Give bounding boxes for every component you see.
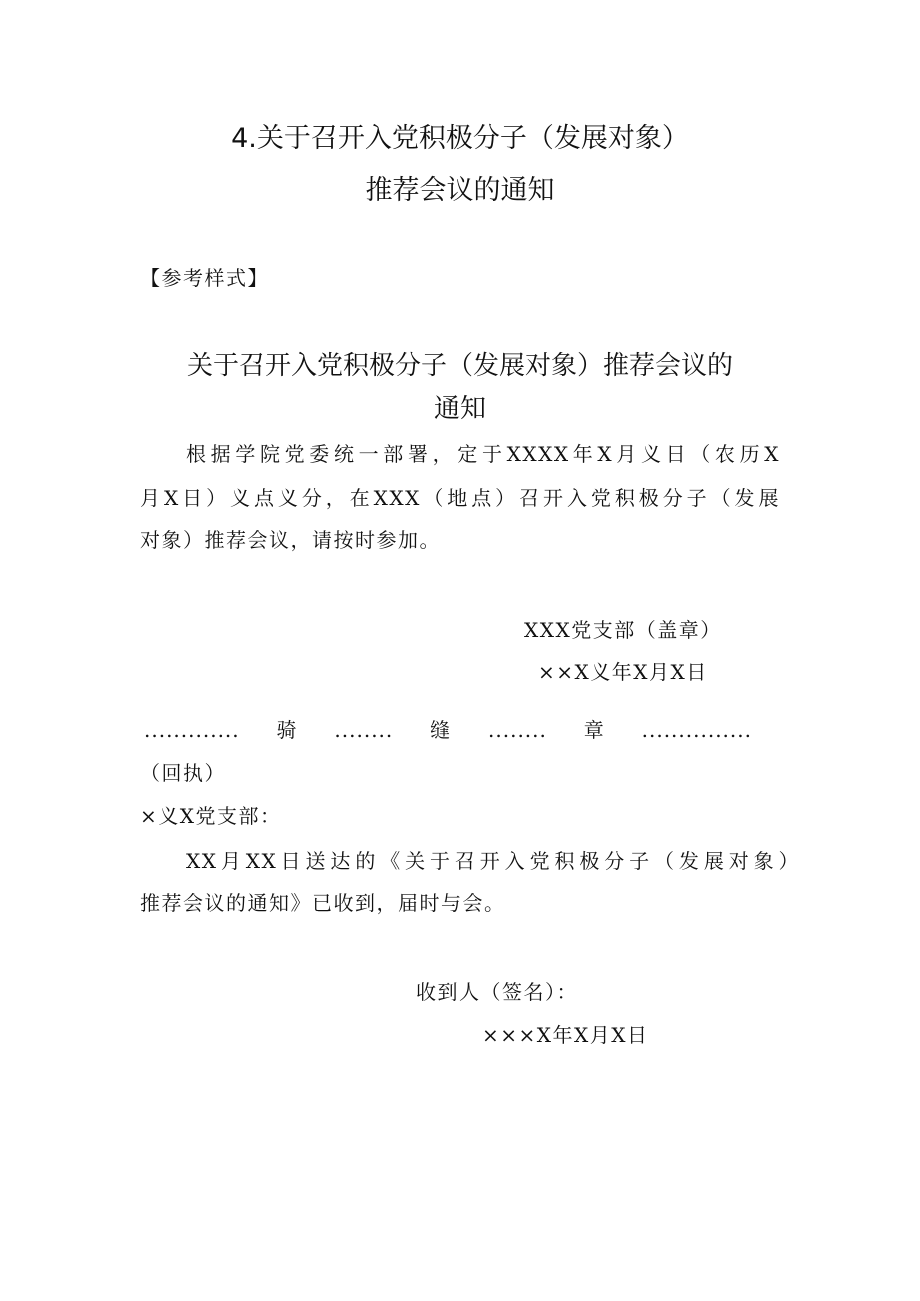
receipt-body-line-2: 推荐会议的通知》已收到，届时与会。: [140, 891, 506, 915]
seal-line: .............骑........缝........章...............: [144, 718, 752, 742]
signature-organization: XXX党支部（盖章）: [524, 618, 722, 642]
notice-title-line-2: 通知: [433, 394, 486, 424]
notice-body-line-3: 对象）推荐会议，请按时参加。: [140, 528, 441, 552]
notice-title-line-1: 关于召开入党积极分子（发展对象）推荐会议的: [186, 351, 733, 381]
receipt-addressee: ×义X党支部：: [140, 804, 282, 828]
reference-label: 【参考样式】: [140, 266, 269, 290]
signature-date: ××X义年X月X日: [538, 660, 708, 684]
receipt-label: （回执）: [140, 761, 226, 785]
receipt-date: ×××X年X月X日: [482, 1023, 649, 1047]
notice-body-line-1: 根据学院党委统一部署，定于XXXX年X月义日（农历X: [186, 442, 780, 466]
doc-title-line-2: 推荐会议的通知: [365, 175, 555, 206]
notice-body-line-2: 月X日）义点义分，在XXX（地点）召开入党积极分子（发展: [140, 486, 780, 510]
doc-title-line-1: 4.关于召开入党积极分子（发展对象）: [231, 123, 689, 154]
receipt-signer-label: 收到人（签名）：: [416, 980, 578, 1004]
receipt-body-line-1: XX月XX日送达的《关于召开入党积极分子（发展对象）: [186, 849, 800, 873]
